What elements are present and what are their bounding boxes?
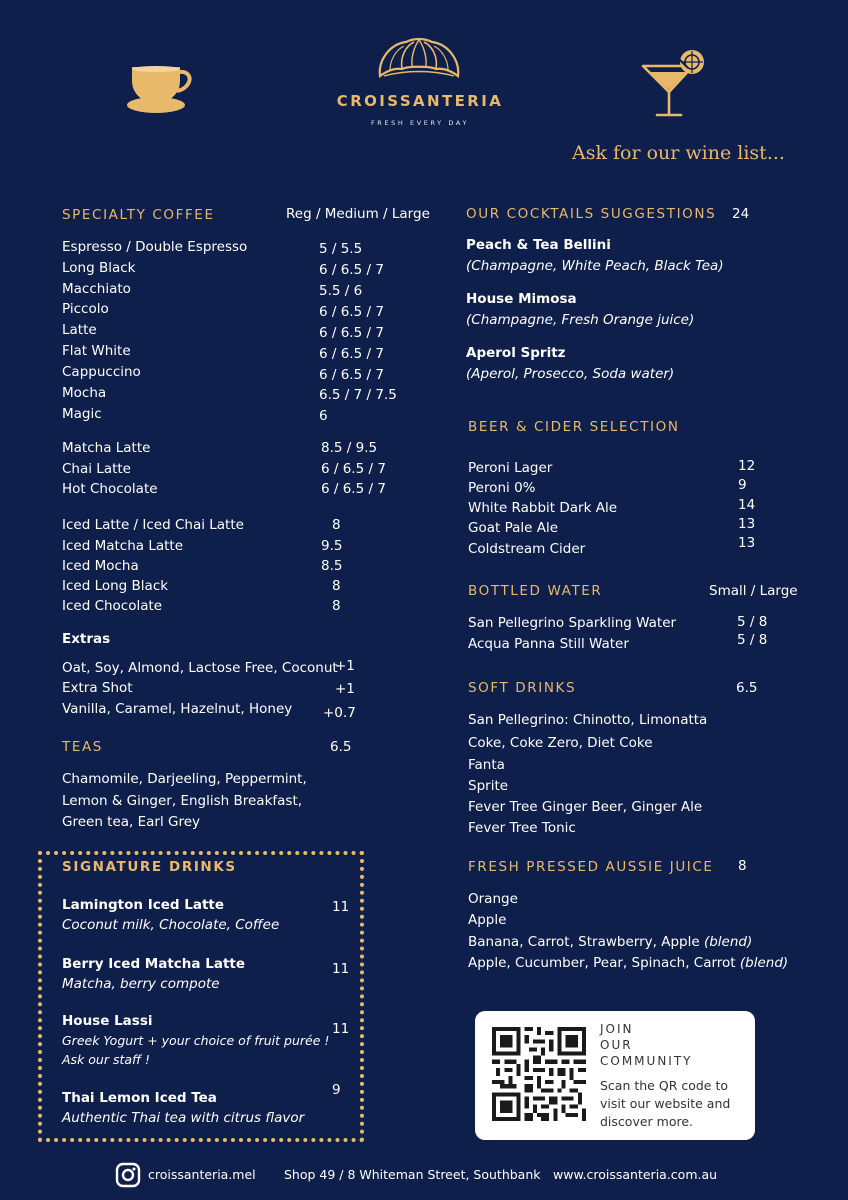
item-price: 6 / 6.5 / 7	[319, 346, 384, 362]
item-price: 5.5 / 6	[319, 283, 363, 299]
item-price: 11	[332, 899, 350, 915]
list-item: Matcha Latte	[62, 440, 151, 456]
item-price: 6 / 6.5 / 7	[321, 461, 386, 477]
list-item: Fanta	[468, 757, 505, 773]
footer-address: Shop 49 / 8 Whiteman Street, Southbank	[284, 1167, 541, 1182]
item-price: 6	[319, 408, 328, 424]
item-price: 8.5	[321, 558, 343, 574]
item-price: +0.7	[323, 705, 356, 721]
item-price: 6 / 6.5 / 7	[319, 304, 384, 320]
item-price: +1	[335, 658, 355, 674]
juice-section-title: FRESH PRESSED AUSSIE JUICE	[468, 859, 714, 875]
item-description: (Champagne, White Peach, Black Tea)	[466, 258, 724, 274]
list-item: Apple	[468, 912, 507, 928]
item-description: (Champagne, Fresh Orange juice)	[466, 312, 695, 328]
extras-title: Extras	[62, 631, 111, 647]
item-price: 9	[332, 1082, 341, 1098]
list-item: Chai Latte	[62, 461, 131, 477]
item-description: Authentic Thai tea with citrus flavor	[62, 1110, 305, 1126]
cocktails-section-title: OUR COCKTAILS SUGGESTIONS	[466, 206, 717, 222]
coffee-cup-icon	[126, 63, 194, 115]
item-price: 9	[738, 477, 747, 493]
signature-section-title: SIGNATURE DRINKS	[62, 859, 237, 875]
list-item: Iced Matcha Latte	[62, 538, 184, 554]
list-item: Goat Pale Ale	[468, 520, 559, 536]
list-item: Thai Lemon Iced Tea	[62, 1090, 217, 1106]
cocktail-glass-icon	[640, 46, 710, 118]
item-price: 6.5 / 7 / 7.5	[319, 387, 397, 403]
coffee-section-title: SPECIALTY COFFEE	[62, 207, 215, 223]
item-price: 13	[738, 535, 756, 551]
item-description: Ask our staff !	[62, 1052, 151, 1067]
list-item: Mocha	[62, 385, 107, 401]
list-item: Extra Shot	[62, 680, 133, 696]
item-price: 12	[738, 458, 756, 474]
item-price: 14	[738, 497, 756, 513]
water-sizes-header: Small / Large	[709, 583, 798, 599]
list-item: Peroni Lager	[468, 460, 553, 476]
list-item: Long Black	[62, 260, 136, 276]
list-item: Piccolo	[62, 301, 109, 317]
list-item: Cappuccino	[62, 364, 141, 380]
item-description: Matcha, berry compote	[62, 976, 220, 992]
item-price: 11	[332, 1021, 350, 1037]
item-description: Coconut milk, Chocolate, Coffee	[62, 917, 280, 933]
list-item: Sprite	[468, 778, 509, 794]
item-price: 13	[738, 516, 756, 532]
instagram-icon[interactable]	[115, 1162, 141, 1188]
community-card[interactable]	[475, 1011, 755, 1140]
brand-name: CROISSANTERIA	[336, 92, 504, 110]
teas-price: 6.5	[330, 739, 352, 755]
list-item: Fever Tree Tonic	[468, 820, 576, 836]
list-item: Iced Long Black	[62, 578, 169, 594]
juice-price: 8	[738, 858, 747, 874]
list-item: Latte	[62, 322, 97, 338]
list-item: Apple, Cucumber, Pear, Spinach, Carrot (blend)	[468, 955, 789, 971]
list-item: White Rabbit Dark Ale	[468, 500, 617, 516]
item-price: 5 / 5.5	[319, 241, 363, 257]
list-item: Aperol Spritz	[466, 345, 566, 361]
list-item: Berry Iced Matcha Latte	[62, 956, 246, 972]
coffee-sizes-header: Reg / Medium / Large	[286, 206, 430, 222]
list-item: Acqua Panna Still Water	[468, 636, 629, 652]
list-item: Lamington Iced Latte	[62, 897, 225, 913]
item-price: +1	[335, 681, 355, 697]
instagram-handle[interactable]: croissanteria.mel	[148, 1167, 256, 1182]
list-item: Coldstream Cider	[468, 541, 586, 557]
water-section-title: BOTTLED WATER	[468, 583, 603, 599]
item-price: 9.5	[321, 538, 343, 554]
community-text: Scan the QR code to visit our website and discover more.	[600, 1078, 731, 1129]
list-item: Oat, Soy, Almond, Lactose Free, Coconut	[62, 660, 338, 676]
item-price: 8	[332, 578, 341, 594]
list-item: Espresso / Double Espresso	[62, 239, 248, 255]
blend-note: (blend)	[739, 955, 789, 971]
list-item: Flat White	[62, 343, 131, 359]
croissant-logo-icon	[376, 36, 462, 80]
list-item: Chamomile, Darjeeling, Peppermint,	[62, 771, 307, 787]
list-item: Iced Latte / Iced Chai Latte	[62, 517, 244, 533]
list-item: San Pellegrino: Chinotto, Limonatta	[468, 712, 708, 728]
list-item: Fever Tree Ginger Beer, Ginger Ale	[468, 799, 703, 815]
list-item: Orange	[468, 891, 518, 907]
list-item: Coke, Coke Zero, Diet Coke	[468, 735, 653, 751]
beer-section-title: BEER & CIDER SELECTION	[468, 419, 680, 435]
item-price: 8	[332, 517, 341, 533]
list-item: Peroni 0%	[468, 480, 536, 496]
website-link[interactable]: www.croissanteria.com.au	[553, 1167, 718, 1182]
list-item: Iced Chocolate	[62, 598, 163, 614]
list-item: Lemon & Ginger, English Breakfast,	[62, 793, 303, 809]
list-item: Magic	[62, 406, 102, 422]
list-item: Macchiato	[62, 281, 131, 297]
blend-note: (blend)	[703, 934, 753, 950]
item-price: 5 / 8	[737, 614, 768, 630]
list-item: Peach & Tea Bellini	[466, 237, 611, 253]
item-price: 6 / 6.5 / 7	[319, 325, 384, 341]
soft-drinks-section-title: SOFT DRINKS	[468, 680, 577, 696]
soft-drinks-price: 6.5	[736, 680, 758, 696]
item-price: 6 / 6.5 / 7	[319, 262, 384, 278]
item-description: Greek Yogurt + your choice of fruit purée !	[62, 1033, 330, 1048]
item-price: 6 / 6.5 / 7	[321, 481, 386, 497]
item-price: 5 / 8	[737, 632, 768, 648]
list-item: Vanilla, Caramel, Hazelnut, Honey	[62, 701, 293, 717]
list-item: House Lassi	[62, 1013, 153, 1029]
item-price: 6 / 6.5 / 7	[319, 367, 384, 383]
list-item: Green tea, Earl Grey	[62, 814, 201, 830]
item-price: 8	[332, 598, 341, 614]
community-title: JOIN OUR COMMUNITY	[600, 1022, 693, 1068]
item-price: 8.5 / 9.5	[321, 440, 378, 456]
brand-tagline: FRESH EVERY DAY	[370, 119, 470, 127]
cocktails-price: 24	[732, 206, 750, 222]
item-price: 11	[332, 961, 350, 977]
wine-list-note: Ask for our wine list...	[572, 142, 785, 164]
list-item: Hot Chocolate	[62, 481, 158, 497]
item-description: (Aperol, Prosecco, Soda water)	[466, 366, 675, 382]
list-item: Banana, Carrot, Strawberry, Apple (blend)	[468, 934, 753, 950]
list-item: House Mimosa	[466, 291, 577, 307]
list-item: San Pellegrino Sparkling Water	[468, 615, 677, 631]
list-item: Iced Mocha	[62, 558, 139, 574]
teas-section-title: TEAS	[62, 739, 103, 755]
qr-code-icon[interactable]	[492, 1027, 586, 1121]
